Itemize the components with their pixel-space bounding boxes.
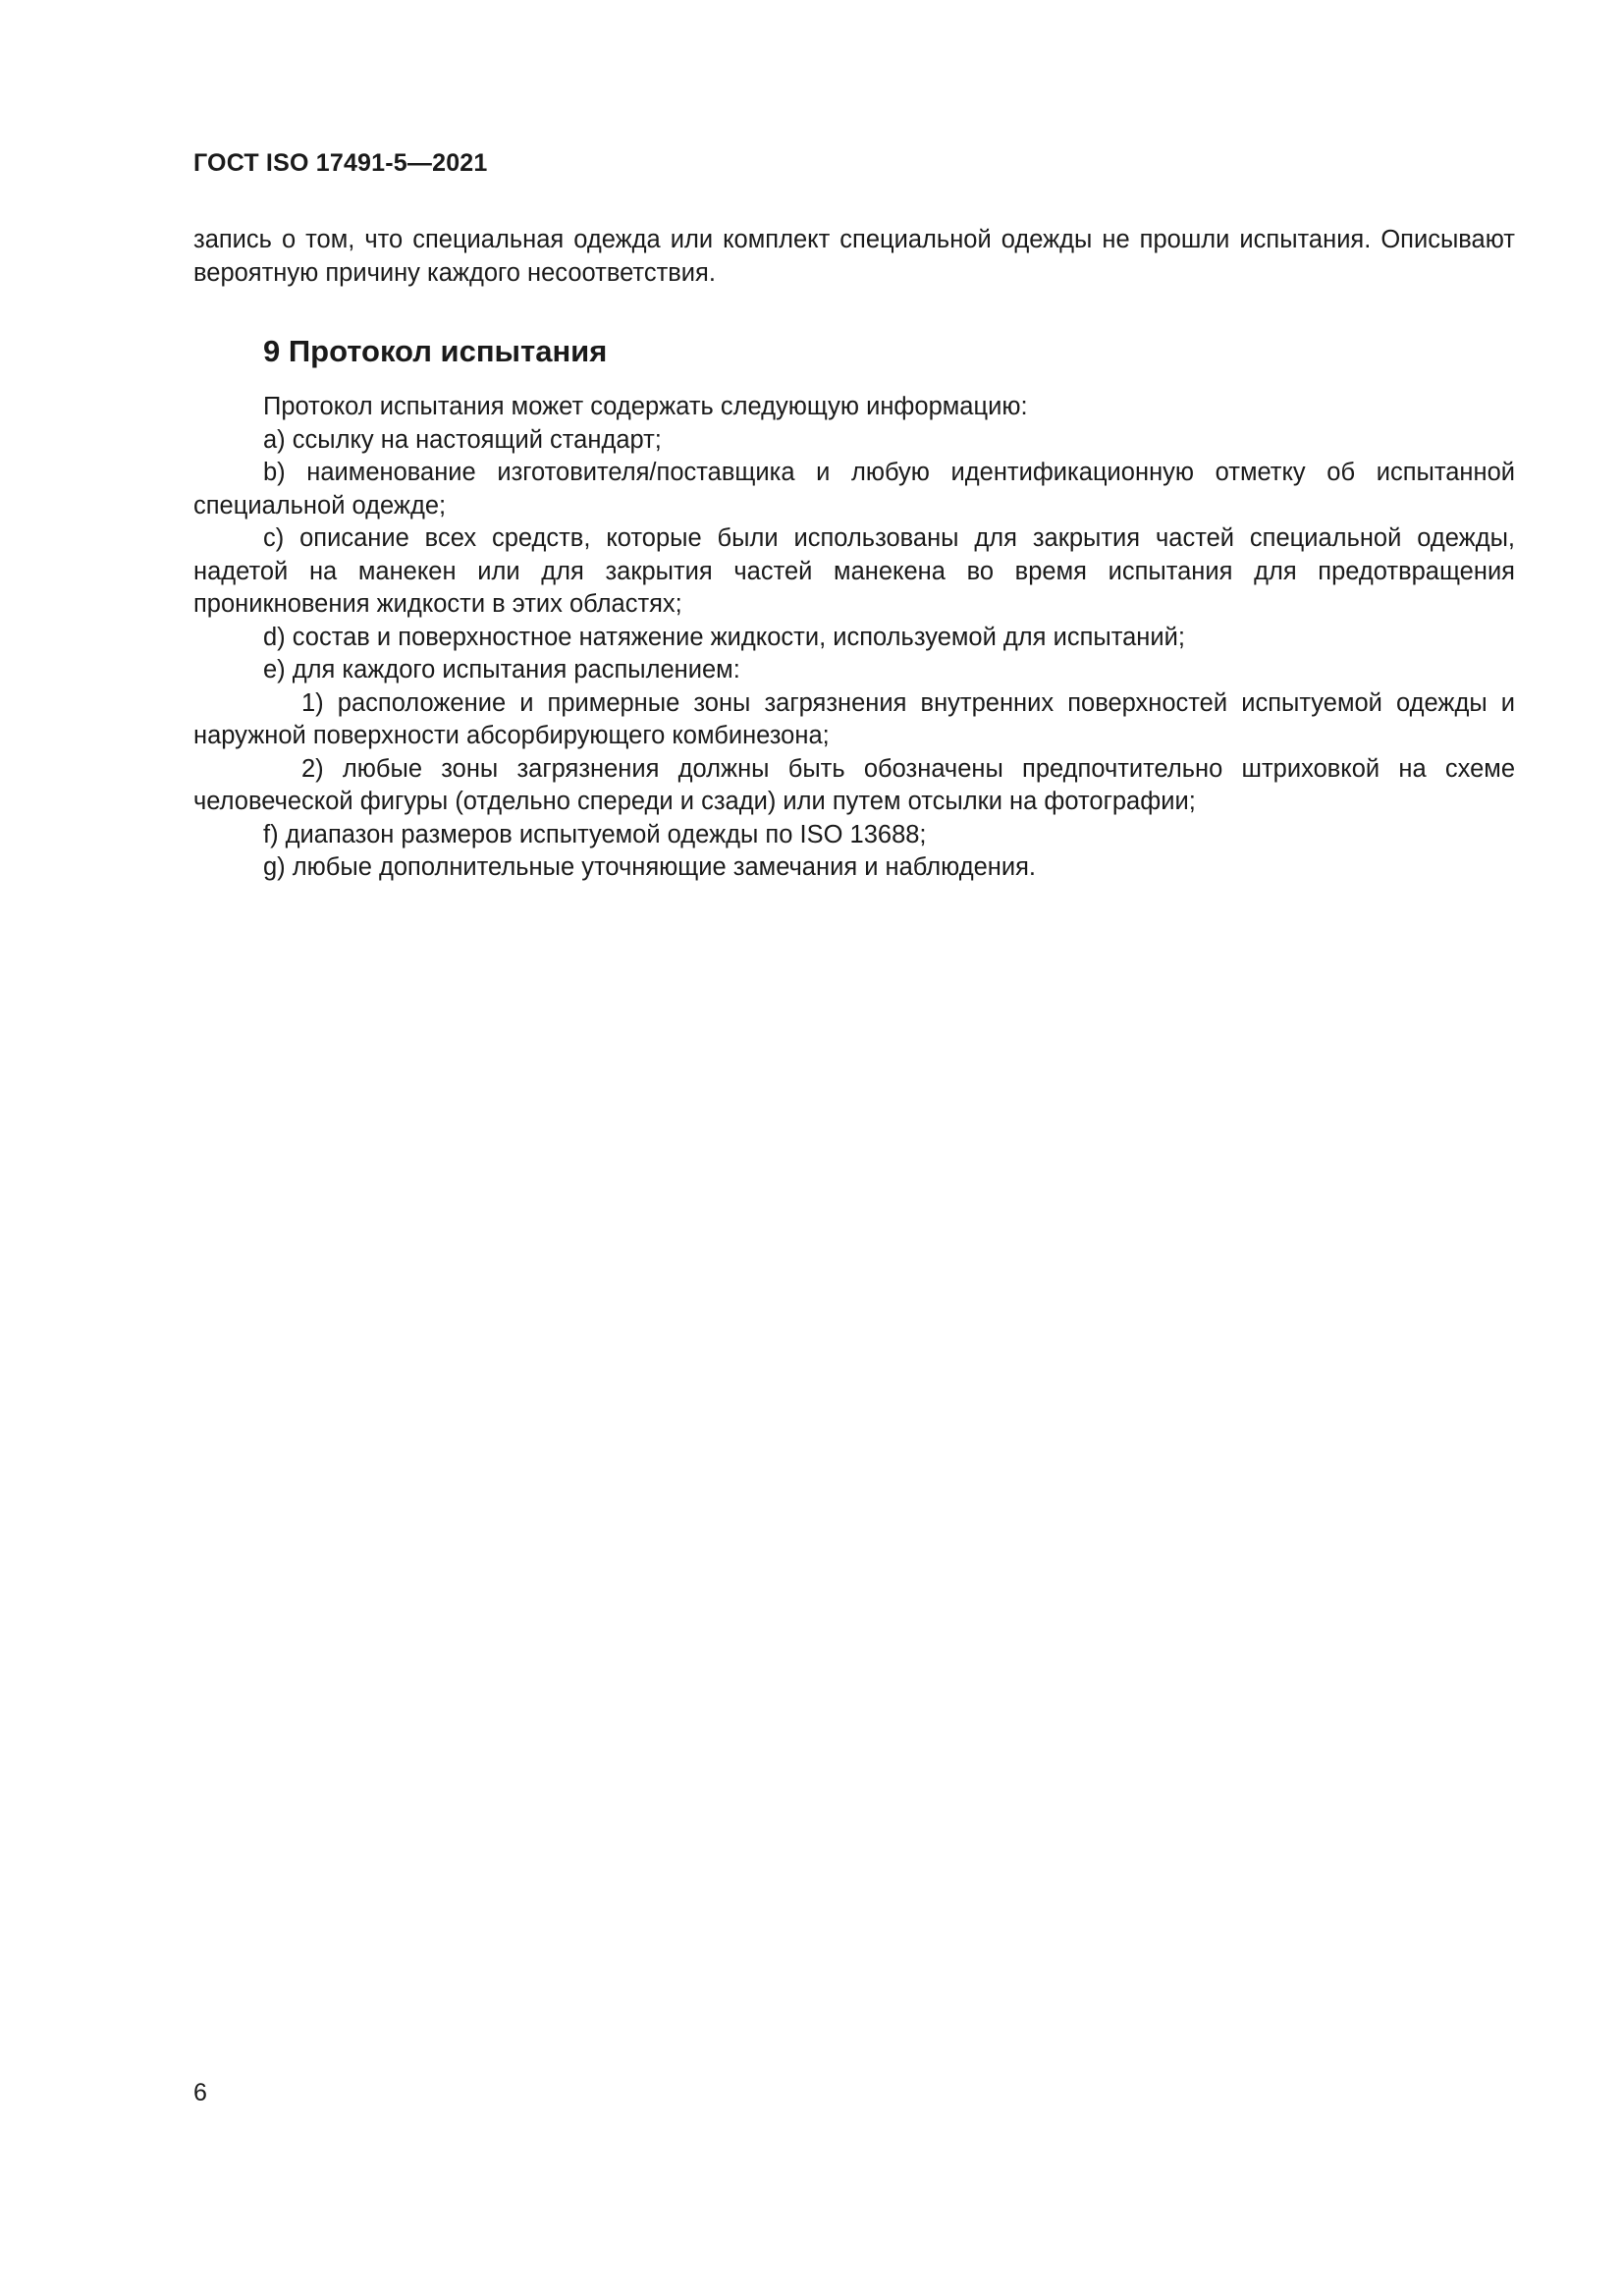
protocol-list <box>193 391 1515 885</box>
list-item: f) диапазон размеров испытуемой одежды по ISO 13688; <box>263 820 927 848</box>
list-item: a) ссылку на настоящий стандарт; <box>263 425 662 454</box>
page-number: 6 <box>193 2079 207 2106</box>
list-subitem: 2) любые зоны загрязнения должны быть обозначены предпочтительно штриховкой на схеме человеческой фигуры (отдельно спереди и сзади) или путем отсылки на фотографии; <box>193 754 1515 815</box>
list-subitem: 1) расположение и примерные зоны загрязнения внутренних поверхностей испытуемой одежды и наружной поверхности абсорбирующего комбинезона; <box>193 688 1515 749</box>
list-item: g) любые дополнительные уточняющие замечания и наблюдения. <box>263 853 1036 881</box>
list-item: b) наименование изготовителя/поставщика и любую идентификационную отметку об испытанной специальной одежде; <box>193 459 1515 519</box>
continuation-paragraph: запись о том, что специальная одежда или комплект специальной одежды не прошли испытания. Описывают вероятную причину каждого несоответствия. <box>193 226 1515 287</box>
list-item: d) состав и поверхностное натяжение жидкости, используемой для испытаний; <box>263 623 1185 651</box>
list-item: e) для каждого испытания распылением: <box>263 656 740 683</box>
list-item: Протокол испытания может содержать следующую информацию: <box>263 393 1028 420</box>
list-item: c) описание всех средств, которые были использованы для закрытия частей специальной одежды, надетой на манекен или для закрытия частей манекена во время испытания для предотвращения проникновения жидкости в этих областях; <box>193 524 1515 618</box>
document-header-code: ГОСТ ISO 17491-5—2021 <box>193 149 488 177</box>
section-title: 9 Протокол испытания <box>263 334 608 368</box>
